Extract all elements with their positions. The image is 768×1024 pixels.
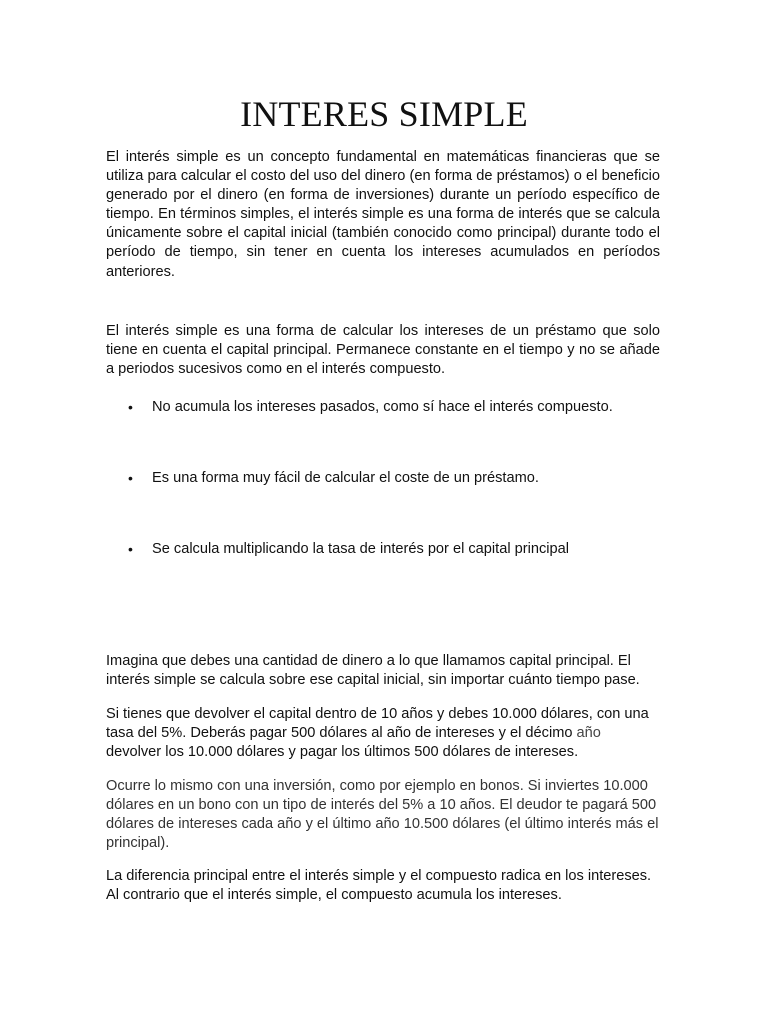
bullet-text: Es una forma muy fácil de calcular el coste de un préstamo. (152, 470, 539, 486)
paragraph-definition: El interés simple es un concepto fundamental en matemáticas financieras que se utiliza para calcular el costo del uso del dinero (en forma de préstamos) o el beneficio generado por el dinero (en forma de inversiones) durante un período específico de tiempo. En términos simples, el interés simple es una forma de interés que se calcula únicamente sobre el capital inicial (también conocido como principal) durante todo el período de tiempo, sin tener en cuenta los intereses acumulados en períodos anteriores. (106, 149, 660, 280)
bullet-text: Se calcula multiplicando la tasa de interés por el capital principal (152, 541, 569, 557)
bullet-dot-icon: • (128, 399, 133, 415)
paragraph-loan-example (106, 705, 660, 762)
paragraph-loan-example-word: año (576, 725, 601, 742)
paragraph-investment-example: Ocurre lo mismo con una inversión, como por ejemplo en bonos. Si inviertes 10.000 dólares en un bono con un tipo de interés del 5% a 10 años. El deudor te pagará 500 dólares de intereses cada año y el último año 10.500 dólares (el último interés más el principal). (106, 778, 659, 852)
paragraph-loan-example-part2: devolver los 10.000 dólares y pagar los últimos 500 dólares de intereses. (106, 744, 579, 761)
page-title: INTERES SIMPLE (240, 94, 528, 134)
paragraph-difference: La diferencia principal entre el interés simple y el compuesto radica en los intereses. Al contrario que el interés simple, el compuesto acumula los intereses. (106, 868, 652, 904)
bullet-text: No acumula los intereses pasados, como sí hace el interés compuesto. (152, 399, 613, 415)
paragraph-imagine: Imagina que debes una cantidad de dinero a lo que llamamos capital principal. El interés simple se calcula sobre ese capital inicial, sin importar cuánto tiempo pase. (106, 653, 640, 689)
bullet-dot-icon: • (128, 470, 133, 486)
paragraph-loan-example-part1: Si tienes que devolver el capital dentro de 10 años y debes 10.000 dólares, con una tasa del 5%. Deberás pagar 500 dólares al año de intereses y el décimo (106, 706, 649, 742)
bullet-dot-icon: • (128, 541, 133, 557)
paragraph-capital: El interés simple es una forma de calcular los intereses de un préstamo que solo tiene en cuenta el capital principal. Permanece constante en el tiempo y no se añade a periodos sucesivos como en el interés compuesto. (106, 323, 660, 378)
